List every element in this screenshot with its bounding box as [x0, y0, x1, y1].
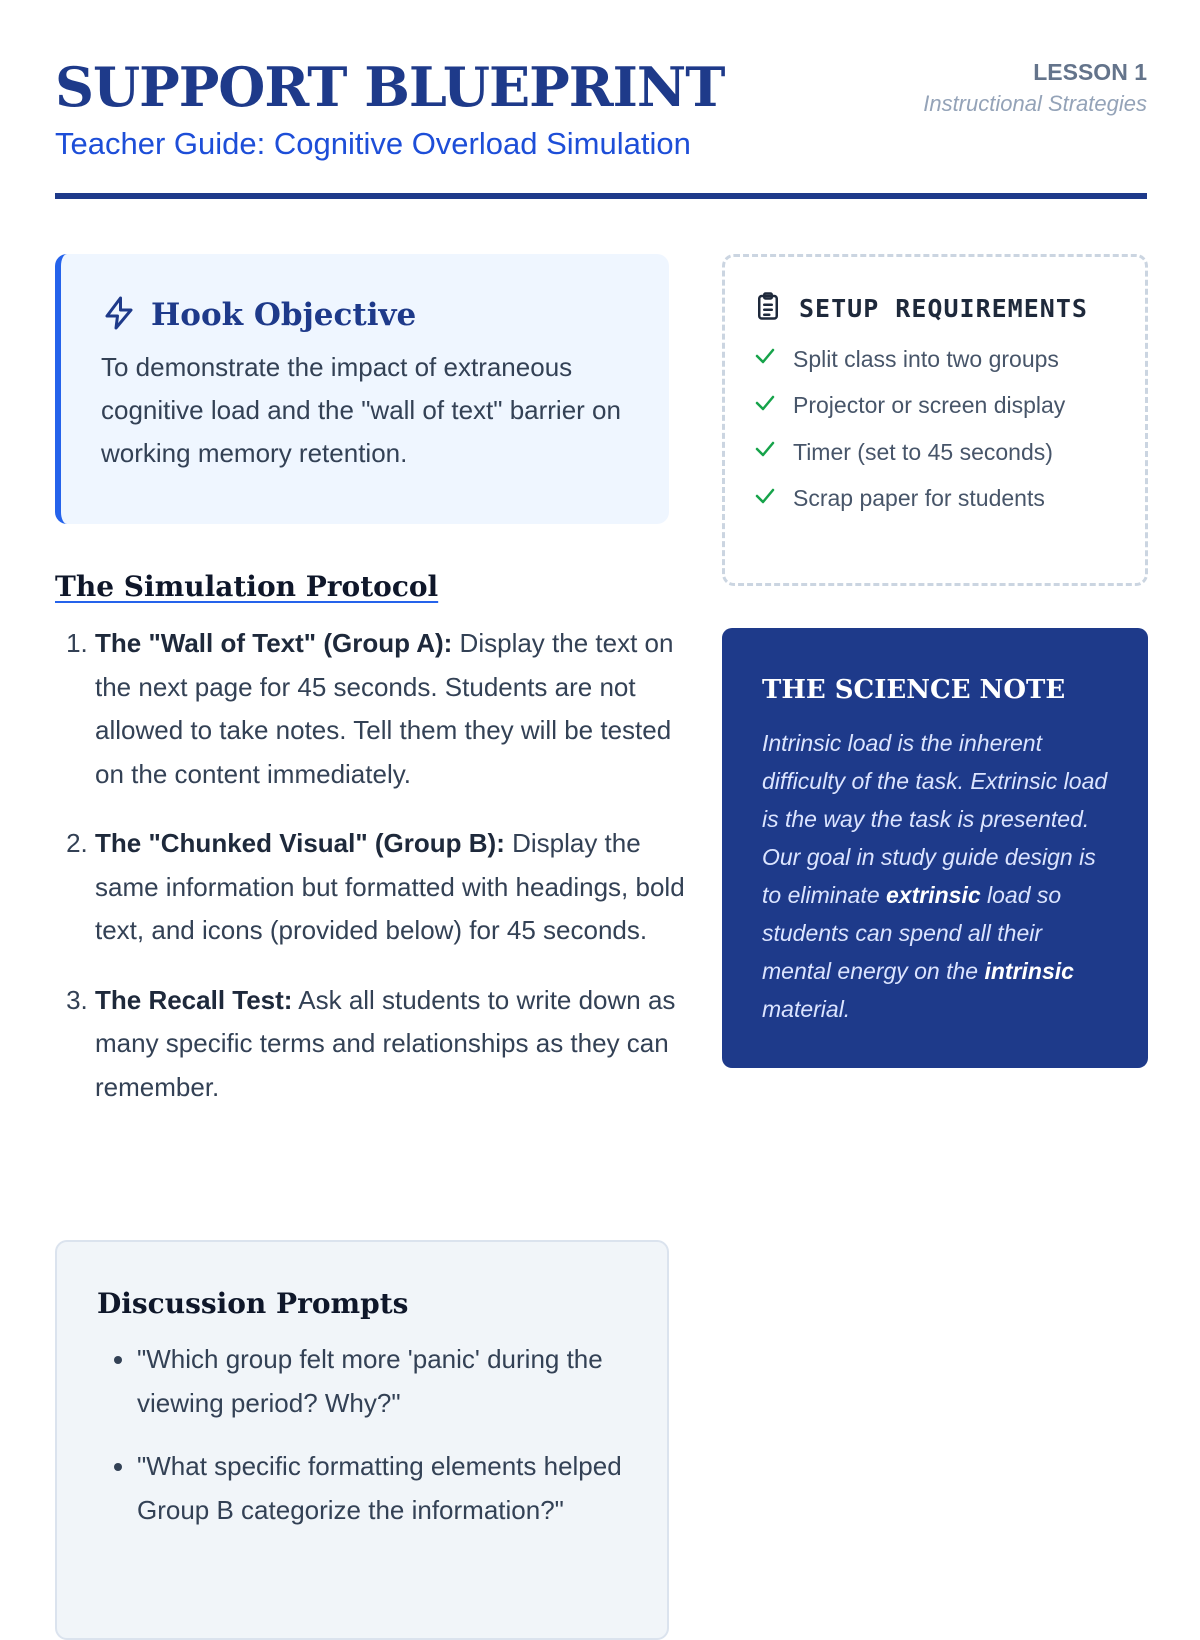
- protocol-list: [55, 622, 695, 1135]
- lightning-icon: [101, 293, 137, 338]
- protocol-step: [95, 622, 695, 796]
- step-text: Display the same information but formatted with headings, bold text, and icons (provided below) for 45 seconds.: [95, 828, 685, 945]
- step-heading: The "Chunked Visual" (Group B):: [95, 828, 505, 858]
- hook-header: [101, 292, 629, 338]
- lesson-info: [923, 56, 1147, 120]
- lesson-category: Instructional Strategies: [923, 91, 1147, 116]
- step-heading: The Recall Test:: [95, 984, 293, 1015]
- setup-header: [753, 287, 1117, 330]
- discussion-item: • "Which group felt more 'panic' during the viewing period? Why?": [137, 1338, 627, 1425]
- science-text-part: load so students can spend all their mental energy on the: [762, 882, 1062, 984]
- hook-text: To demonstrate the impact of extraneous cognitive load and the "wall of text" barrier on working memory retention.: [101, 352, 621, 468]
- step-text: Display the text on the next page for 45 seconds. Students are not allowed to take notes. Tell them they will be tested on the content immediately.: [95, 628, 674, 789]
- setup-item: [753, 476, 1117, 523]
- discussion-title: Discussion Prompts: [97, 1287, 409, 1320]
- setup-title: SETUP REQUIREMENTS: [799, 294, 1088, 323]
- science-text-part: Intrinsic load is the inherent difficulty of the task. Extrinsic load is the way the task is presented. Our goal in study guide design is to eliminate: [762, 730, 1108, 908]
- discussion-list: [97, 1338, 627, 1532]
- discussion-card: [55, 1240, 669, 1640]
- check-icon: [753, 344, 777, 374]
- check-icon: [753, 437, 777, 467]
- check-icon: [753, 484, 777, 514]
- science-emphasis: extrinsic: [886, 882, 981, 908]
- header-divider: [55, 193, 1147, 199]
- protocol-step: [95, 979, 695, 1110]
- setup-item: [753, 429, 1117, 476]
- step-heading: The "Wall of Text" (Group A):: [95, 628, 453, 658]
- page-title: SUPPORT BLUEPRINT: [55, 55, 725, 119]
- setup-item: [753, 336, 1117, 383]
- discussion-item: • "What specific formatting elements helped Group B categorize the information?": [137, 1445, 627, 1532]
- setup-item-label: Projector or screen display: [793, 392, 1066, 419]
- science-title: THE SCIENCE NOTE: [762, 675, 1066, 705]
- science-note-card: [722, 628, 1148, 1068]
- lesson-label: LESSON 1: [1033, 59, 1147, 85]
- setup-requirements-card: [722, 254, 1148, 586]
- setup-item: [753, 383, 1117, 430]
- setup-item-label: Split class into two groups: [793, 345, 1059, 372]
- setup-item-label: Timer (set to 45 seconds): [793, 438, 1053, 465]
- header: [55, 52, 1147, 164]
- clipboard-icon: [753, 289, 783, 328]
- setup-list: [753, 336, 1117, 522]
- check-icon: [753, 391, 777, 421]
- page-subtitle: Teacher Guide: Cognitive Overload Simulation: [55, 126, 691, 161]
- science-text-part: material.: [762, 996, 851, 1022]
- science-text: [762, 724, 1108, 1028]
- hook-title: Hook Objective: [151, 297, 417, 333]
- science-emphasis: intrinsic: [984, 958, 1074, 984]
- protocol-title: The Simulation Protocol: [55, 570, 439, 603]
- setup-item-label: Scrap paper for students: [793, 485, 1045, 512]
- protocol-step: [95, 822, 695, 953]
- hook-objective-card: [55, 254, 669, 524]
- step-text: Ask all students to write down as many specific terms and relationships as they can remember.: [95, 984, 676, 1102]
